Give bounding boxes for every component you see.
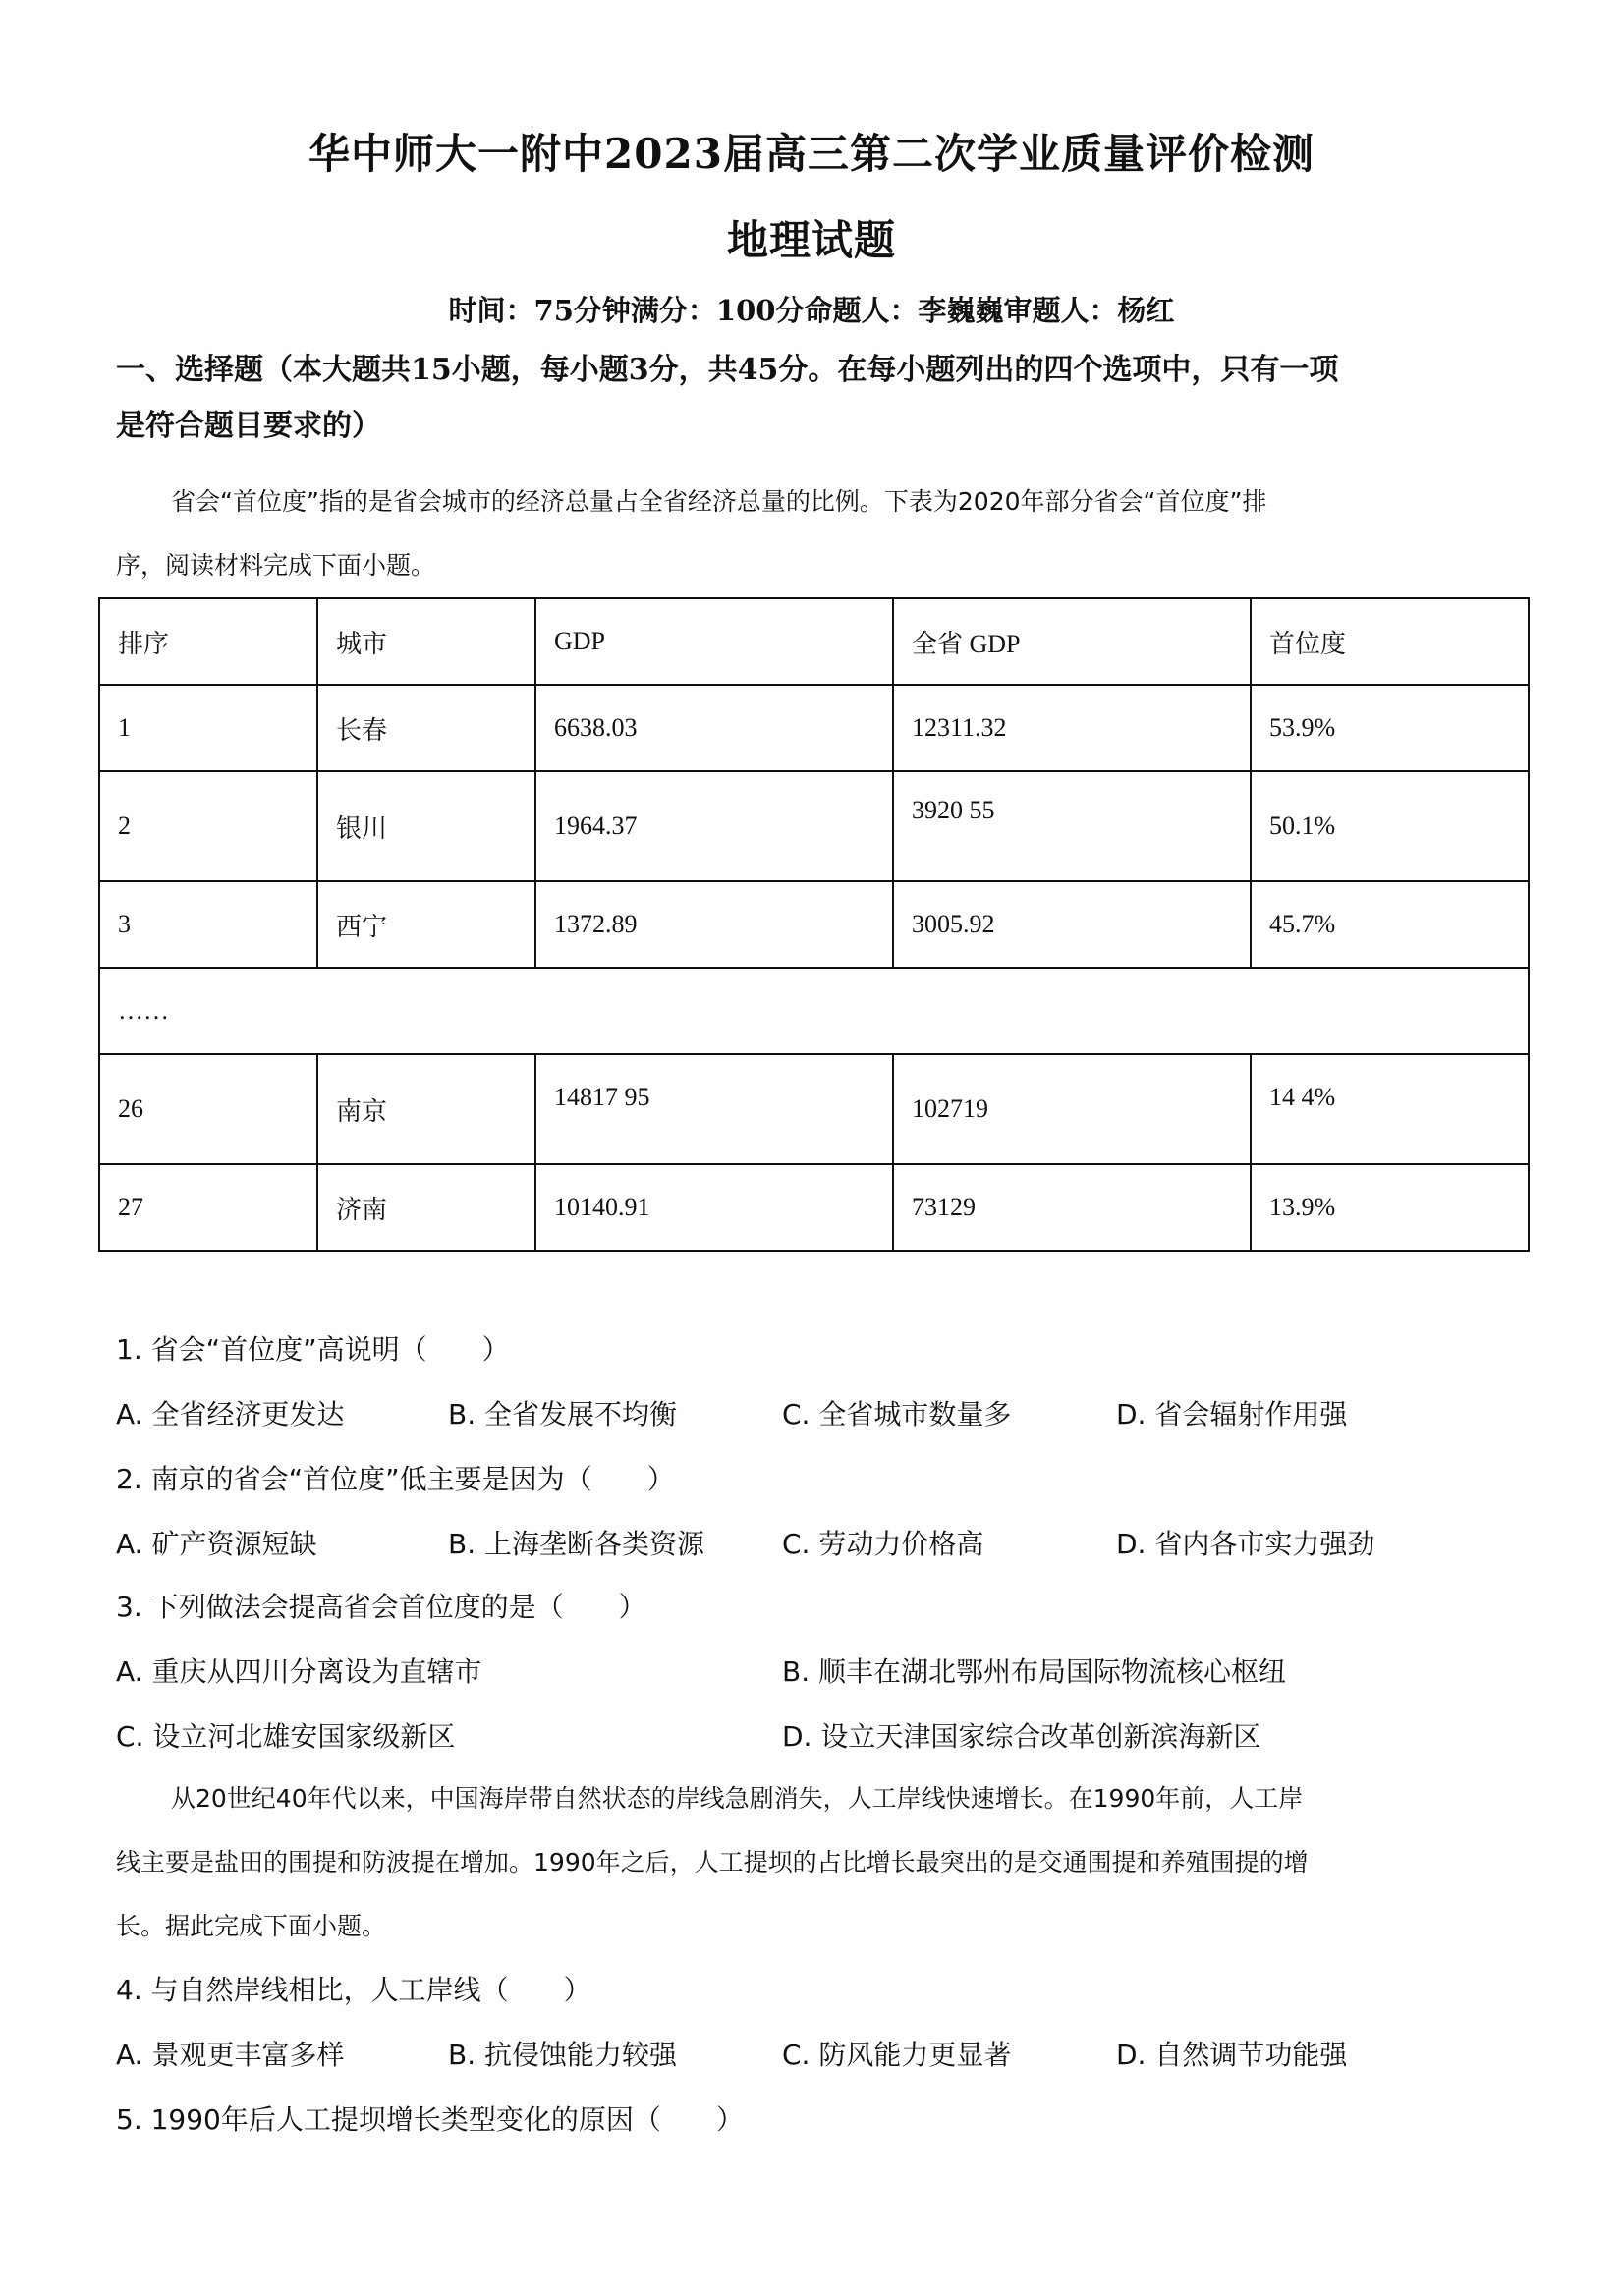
passage-line: 线主要是盐田的围提和防波提在增加。1990年之后，人工提坝的占比增长最突出的是交通围提和养殖围提的增 xyxy=(116,1848,1309,1876)
option-a: A. 全省经济更发达 xyxy=(116,1398,345,1430)
table-cell: 西宁 xyxy=(317,881,535,968)
table-ellipsis-row xyxy=(99,968,1529,1054)
table-cell: 长春 xyxy=(317,685,535,771)
table-row xyxy=(99,1164,1529,1251)
passage-line: 长。据此完成下面小题。 xyxy=(116,1912,387,1940)
section-heading xyxy=(116,342,1511,454)
table-cell: 14817 95 xyxy=(535,1054,893,1164)
question-4-stem: 4. 与自然岸线相比，人工岸线（ ） xyxy=(116,1974,591,2006)
table-cell: 14 4% xyxy=(1251,1054,1529,1164)
table-row xyxy=(99,1054,1529,1164)
table-cell: 银川 xyxy=(317,771,535,881)
table-cell: 73129 xyxy=(893,1164,1251,1251)
table-header-cell: 首位度 xyxy=(1251,598,1529,685)
table-row xyxy=(99,685,1529,771)
table-header-cell: 排序 xyxy=(99,598,317,685)
table-ellipsis: …… xyxy=(99,968,1529,1054)
table-cell: 1372.89 xyxy=(535,881,893,968)
table-header-row xyxy=(99,598,1529,685)
option-d: D. 设立天津国家综合改革创新滨海新区 xyxy=(782,1720,1261,1753)
exam-subject: 地理试题 xyxy=(726,216,896,264)
passage-line: 序，阅读材料完成下面小题。 xyxy=(116,551,436,580)
exam-meta: 时间：75分钟满分：100分命题人：李巍巍审题人：杨红 xyxy=(448,294,1175,327)
option-a: A. 景观更丰富多样 xyxy=(116,2039,345,2071)
table-cell: 3920 55 xyxy=(893,771,1251,881)
question-3-options-row1 xyxy=(116,1651,1491,1690)
option-a: A. 矿产资源短缺 xyxy=(116,1528,317,1560)
option-d: D. 自然调节功能强 xyxy=(1116,2039,1348,2071)
question-5-stem: 5. 1990年后人工提坝增长类型变化的原因（ ） xyxy=(116,2103,744,2136)
option-d: D. 省会辐射作用强 xyxy=(1116,1398,1348,1430)
option-b: B. 抗侵蚀能力较强 xyxy=(448,2039,678,2071)
passage-1 xyxy=(116,470,1511,597)
table-cell: 南京 xyxy=(317,1054,535,1164)
table-cell: 1964.37 xyxy=(535,771,893,881)
table-header-cell: 城市 xyxy=(317,598,535,685)
table-row xyxy=(99,771,1529,881)
table-cell: 3005.92 xyxy=(893,881,1251,968)
table-row xyxy=(99,881,1529,968)
exam-title: 华中师大一附中2023届高三第二次学业质量评价检测 xyxy=(308,130,1315,178)
table-cell: 53.9% xyxy=(1251,685,1529,771)
question-2-options xyxy=(116,1523,1491,1562)
question-4-options xyxy=(116,2034,1491,2073)
question-3-options-row2 xyxy=(116,1715,1491,1755)
question-1-options xyxy=(116,1393,1491,1432)
section-heading-line: 一、选择题（本大题共15小题，每小题3分，共45分。在每小题列出的四个选项中，只有一项 xyxy=(116,353,1339,387)
table-cell: 济南 xyxy=(317,1164,535,1251)
table-cell: 102719 xyxy=(893,1054,1251,1164)
option-c: C. 全省城市数量多 xyxy=(782,1398,1012,1430)
option-c: C. 劳动力价格高 xyxy=(782,1528,984,1560)
table-cell: 10140.91 xyxy=(535,1164,893,1251)
table-header-cell: GDP xyxy=(535,598,893,685)
option-c: C. 设立河北雄安国家级新区 xyxy=(116,1720,456,1753)
capital-primacy-table xyxy=(98,597,1530,1252)
question-3-stem: 3. 下列做法会提高省会首位度的是（ ） xyxy=(116,1591,646,1623)
table-cell: 50.1% xyxy=(1251,771,1529,881)
passage-2 xyxy=(116,1766,1511,1958)
passage-line: 从20世纪40年代以来，中国海岸带自然状态的岸线急剧消失，人工岸线快速增长。在1990年前，人工岸 xyxy=(171,1784,1304,1813)
option-d: D. 省内各市实力强劲 xyxy=(1116,1528,1375,1560)
question-1-stem: 1. 省会“首位度”高说明（ ） xyxy=(116,1333,510,1366)
table-cell: 1 xyxy=(99,685,317,771)
option-a: A. 重庆从四川分离设为直辖市 xyxy=(116,1655,482,1688)
table-header-cell: 全省 GDP xyxy=(893,598,1251,685)
section-heading-line: 是符合题目要求的） xyxy=(116,409,381,443)
option-b: B. 全省发展不均衡 xyxy=(448,1398,678,1430)
passage-line: 省会“首位度”指的是省会城市的经济总量占全省经济总量的比例。下表为2020年部分省会“首位度”排 xyxy=(171,487,1267,516)
option-b: B. 顺丰在湖北鄂州布局国际物流核心枢纽 xyxy=(782,1655,1287,1688)
table-cell: 27 xyxy=(99,1164,317,1251)
table-cell: 3 xyxy=(99,881,317,968)
table-cell: 12311.32 xyxy=(893,685,1251,771)
option-b: B. 上海垄断各类资源 xyxy=(448,1528,705,1560)
option-c: C. 防风能力更显著 xyxy=(782,2039,1012,2071)
question-2-stem: 2. 南京的省会“首位度”低主要是因为（ ） xyxy=(116,1463,675,1495)
table-cell: 13.9% xyxy=(1251,1164,1529,1251)
table-cell: 6638.03 xyxy=(535,685,893,771)
table-cell: 2 xyxy=(99,771,317,881)
table-cell: 26 xyxy=(99,1054,317,1164)
table-cell: 45.7% xyxy=(1251,881,1529,968)
